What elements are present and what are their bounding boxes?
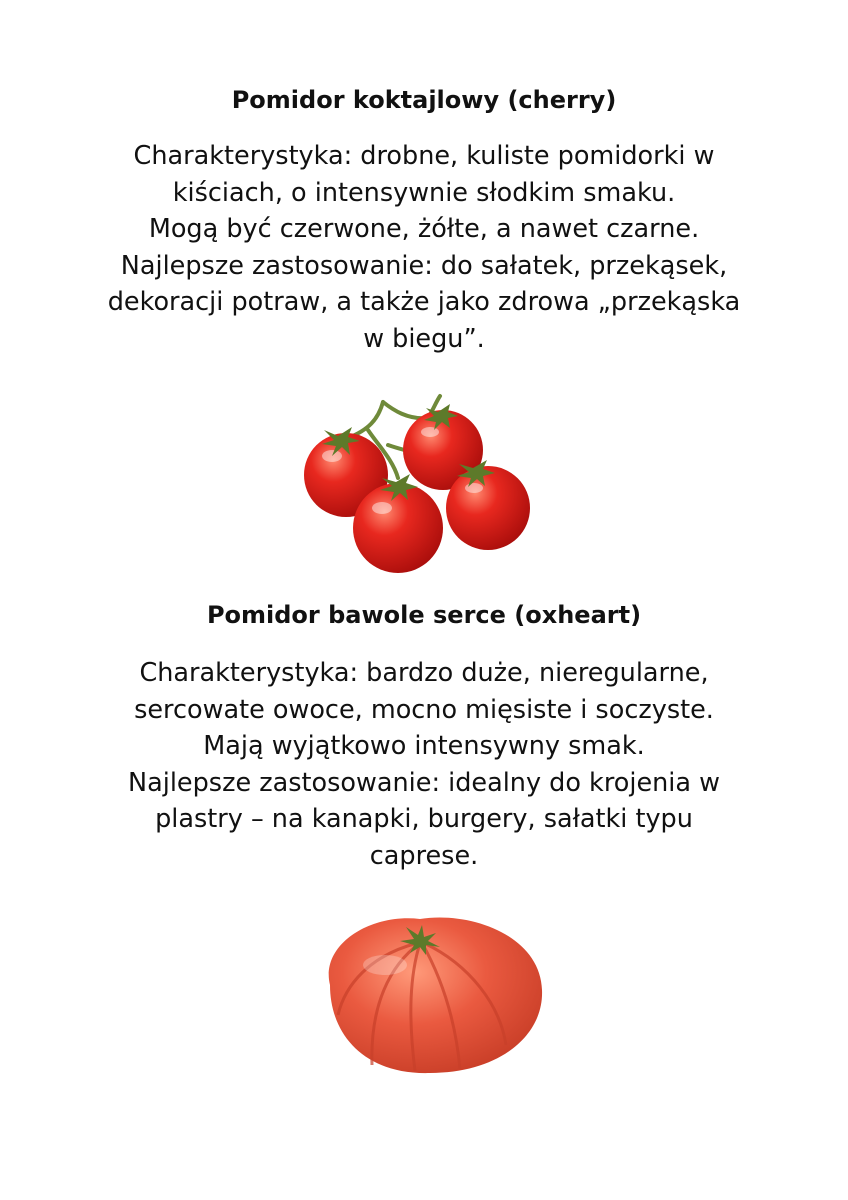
description-line: Charakterystyka: bardzo duże, nieregularne, (139, 658, 709, 688)
section-title-oxheart: Pomidor bawole serce (oxheart) (206, 601, 642, 629)
description-line: Najlepsze zastosowanie: idealny do krojenia w (128, 767, 720, 798)
description-line: w biegu”. (363, 323, 485, 354)
description-oxheart (60, 655, 788, 874)
cherry-tomatoes-image (298, 390, 538, 580)
description-line: dekoracji potraw, a także jako zdrowa „przekąska (107, 287, 741, 317)
description-line: kiściach, o intensywnie słodkim smaku. (172, 177, 676, 208)
description-cherry (60, 138, 788, 357)
description-line: plastry – na kanapki, burgery, sałatki typu (155, 804, 693, 834)
description-line: Mają wyjątkowo intensywny smak. (203, 731, 645, 761)
cherry-tomato (446, 466, 530, 550)
oxheart-tomato-image (310, 905, 550, 1080)
description-line: Mogą być czerwone, żółte, a nawet czarne. (148, 214, 700, 244)
description-line: Charakterystyka: drobne, kuliste pomidorki w (133, 141, 715, 171)
description-line: caprese. (369, 840, 479, 871)
section-title-cherry: Pomidor koktajlowy (cherry) (231, 86, 617, 114)
description-line: Najlepsze zastosowanie: do sałatek, przekąsek, (120, 250, 728, 281)
description-line: sercowate owoce, mocno mięsiste i soczyste. (134, 694, 714, 725)
cherry-tomato (353, 483, 443, 573)
